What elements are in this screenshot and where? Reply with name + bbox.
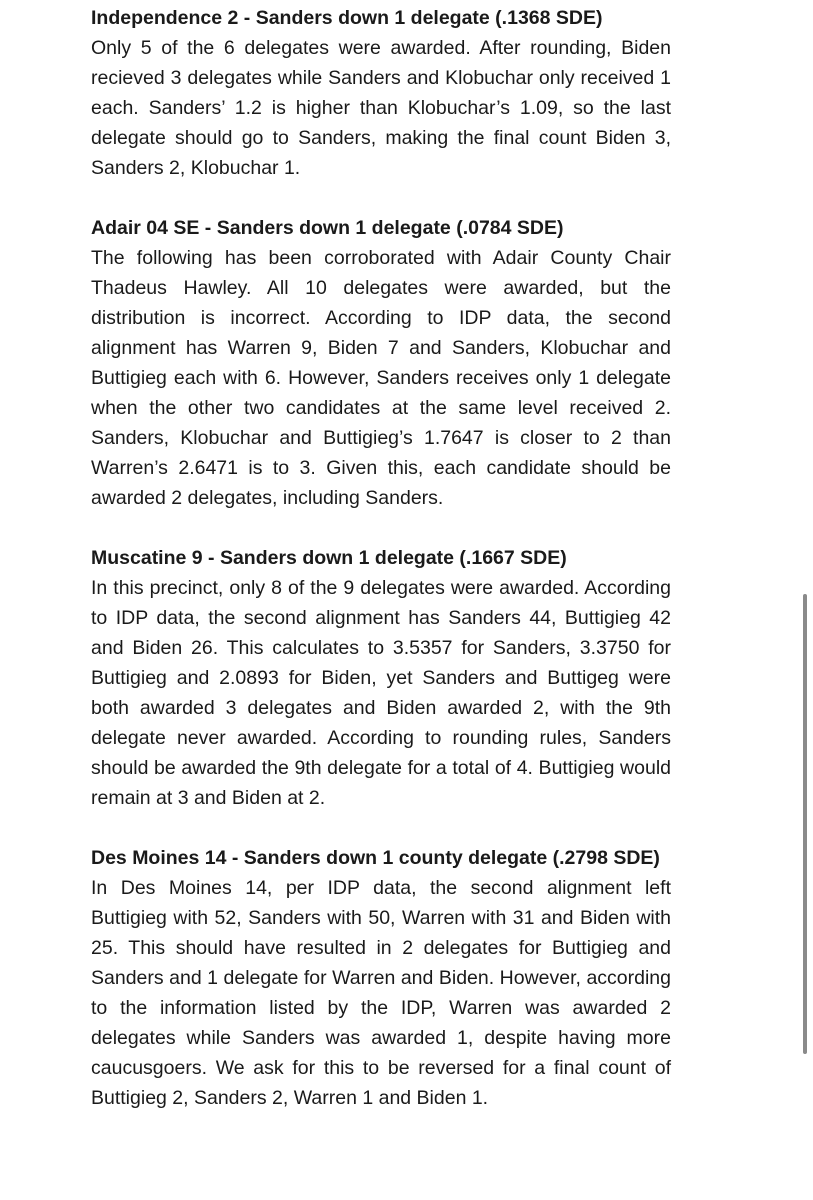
section-body: In this precinct, only 8 of the 9 delegates were awarded. According to IDP data, the second alignment has Sanders 44, Buttigieg 42 and Biden 26. This calculates to 3.5357 for Sanders, 3.3750 for Buttigieg and 2.0893 for Biden, yet Sanders and Buttigeg were both awarded 3 delegates and Biden awarded 2, with the 9th delegate never awarded. According to rounding rules, Sanders should be awarded the 9th delegate for a total of 4. Buttigieg would remain at 3 and Biden at 2. — [91, 577, 671, 809]
section-title: Independence 2 - Sanders down 1 delegate (.1368 SDE) — [91, 7, 603, 29]
section-des-moines-14 — [91, 843, 671, 1113]
section-body: In Des Moines 14, per IDP data, the second alignment left Buttigieg with 52, Sanders with 50, Warren with 31 and Biden with 25. This should have resulted in 2 delegates for Buttigieg and Sanders and 1 delegate for Warren and Biden. However, according to the information listed by the IDP, Warren was awarded 2 delegates while Sanders was awarded 1, despite having more caucusgoers. We ask for this to be reversed for a final count of Buttigieg 2, Sanders 2, Warren 1 and Biden 1. — [91, 877, 671, 1109]
scrollbar-thumb[interactable] — [803, 594, 807, 1054]
document-page — [91, 3, 671, 1143]
section-body: Only 5 of the 6 delegates were awarded. After rounding, Biden recieved 3 delegates while Sanders and Klobuchar only received 1 each. Sanders’ 1.2 is higher than Klobuchar’s 1.09, so the last delegate should go to Sanders, making the final count Biden 3, Sanders 2, Klobuchar 1. — [91, 37, 671, 179]
section-title: Muscatine 9 - Sanders down 1 delegate (.1667 SDE) — [91, 547, 567, 569]
section-title: Des Moines 14 - Sanders down 1 county delegate (.2798 SDE) — [91, 847, 660, 869]
section-muscatine-9 — [91, 543, 671, 813]
section-title: Adair 04 SE - Sanders down 1 delegate (.0784 SDE) — [91, 217, 564, 239]
section-adair-04-se — [91, 213, 671, 513]
section-independence-2 — [91, 3, 671, 183]
section-body: The following has been corroborated with Adair County Chair Thadeus Hawley. All 10 delegates were awarded, but the distribution is incorrect. According to IDP data, the second alignment has Warren 9, Biden 7 and Sanders, Klobuchar and Buttigieg each with 6. However, Sanders receives only 1 delegate when the other two candidates at the same level received 2. Sanders, Klobuchar and Buttigieg’s 1.7647 is closer to 2 than Warren’s 2.6471 is to 3. Given this, each candidate should be awarded 2 delegates, including Sanders. — [91, 247, 671, 509]
